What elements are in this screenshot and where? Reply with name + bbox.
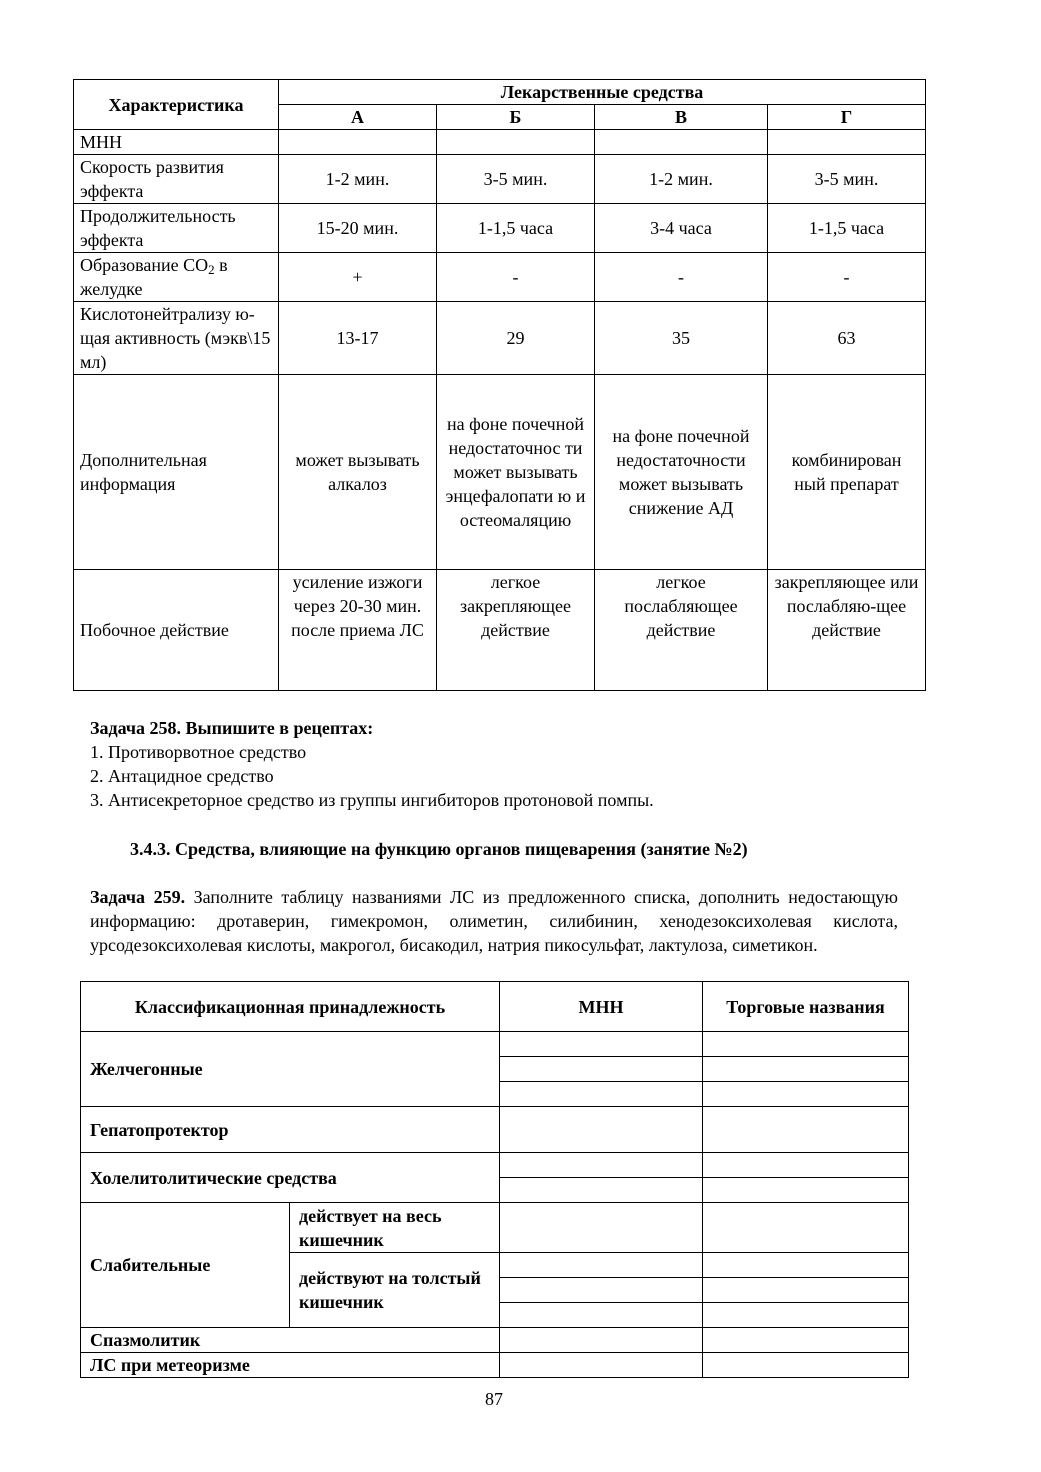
header-trade-names: Торговые названия <box>703 982 909 1032</box>
header-col-b: Б <box>437 105 595 130</box>
row-label: Дополнительная информация <box>74 375 279 570</box>
table-cell: закрепляющее или послабляю-щее действие <box>768 570 926 691</box>
empty-cell[interactable] <box>703 1203 909 1253</box>
row-label: Кислотонейтрализу ю-щая активность (мэкв\15 мл) <box>74 302 279 375</box>
row-label: Продолжительность эффекта <box>74 204 279 253</box>
empty-cell[interactable] <box>703 1082 909 1107</box>
label-part: в желудке <box>80 255 228 299</box>
drugs-comparison-table <box>73 79 926 691</box>
table-cell: может вызывать алкалоз <box>279 375 437 570</box>
row-laxative-colon: действуют на толстый кишечник <box>290 1253 500 1328</box>
table-cell: 3-4 часа <box>595 204 768 253</box>
header-col-v: В <box>595 105 768 130</box>
row-laxatives: Слабительные <box>81 1203 290 1328</box>
task-259-text: Заполните таблицу названиями ЛС из предложенного списка, дополнить недостающую информацию: дротаверин, гимекромон, олиметин, силибинин, хенодезоксихолевая кислота, урсодезоксихолевая кислоты, макрогол, бисакодил, натрия пикосульфат, лактулоза, симетикон. <box>90 887 899 955</box>
table-cell: + <box>279 253 437 302</box>
row-spasmolytic: Спазмолитик <box>81 1328 500 1353</box>
table-row <box>74 570 926 691</box>
table-cell: 35 <box>595 302 768 375</box>
task-258-item: 2. Антацидное средство <box>90 766 274 786</box>
table-cell: 29 <box>437 302 595 375</box>
row-cholelitholytic: Холелитолитические средства <box>81 1153 500 1203</box>
table-row <box>74 375 926 570</box>
table-row <box>74 302 926 375</box>
empty-cell[interactable] <box>703 1107 909 1153</box>
row-label: МНН <box>74 130 279 155</box>
table-cell: - <box>768 253 926 302</box>
table-cell: 1-2 мин. <box>279 155 437 204</box>
empty-cell[interactable] <box>500 1328 703 1353</box>
empty-cell[interactable] <box>500 1178 703 1203</box>
table-cell: - <box>437 253 595 302</box>
table-cell: 3-5 мин. <box>437 155 595 204</box>
table-cell: на фоне почечной недостаточности может вызывать снижение АД <box>595 375 768 570</box>
label-part: Образование СО <box>80 255 209 275</box>
table-cell: легкое послабляющее действие <box>595 570 768 691</box>
table-row <box>74 253 926 302</box>
table-cell <box>768 130 926 155</box>
table-cell: 63 <box>768 302 926 375</box>
header-characteristic: Характеристика <box>74 80 279 130</box>
row-label <box>74 253 279 302</box>
task-259-title: Задача 259. <box>90 887 186 907</box>
empty-cell[interactable] <box>500 1032 703 1057</box>
row-label: Побочное действие <box>74 570 279 691</box>
subscript: 2 <box>208 262 215 277</box>
header-drugs-group: Лекарственные средства <box>279 80 926 105</box>
table-cell: на фоне почечной недостаточнос ти может вызывать энцефалопати ю и остеомаляцию <box>437 375 595 570</box>
task-258-title: Задача 258. Выпишите в рецептах: <box>90 718 374 738</box>
row-hepatoprotector: Гепатопротектор <box>81 1107 500 1153</box>
row-laxative-whole: действует на весь кишечник <box>290 1203 500 1253</box>
empty-cell[interactable] <box>703 1057 909 1082</box>
header-col-a: А <box>279 105 437 130</box>
table-cell: 1-1,5 часа <box>768 204 926 253</box>
table-cell: комбинирован ный препарат <box>768 375 926 570</box>
empty-cell[interactable] <box>500 1203 703 1253</box>
empty-cell[interactable] <box>500 1303 703 1328</box>
table-cell: 1-1,5 часа <box>437 204 595 253</box>
empty-cell[interactable] <box>703 1178 909 1203</box>
empty-cell[interactable] <box>703 1278 909 1303</box>
table-cell: усиление изжоги через 20-30 мин. после приема ЛС <box>279 570 437 691</box>
header-mnn: МНН <box>500 982 703 1032</box>
empty-cell[interactable] <box>500 1253 703 1278</box>
table-row <box>74 155 926 204</box>
empty-cell[interactable] <box>500 1278 703 1303</box>
empty-cell[interactable] <box>500 1353 703 1378</box>
row-label: Скорость развития эффекта <box>74 155 279 204</box>
row-cholagogue: Желчегонные <box>81 1032 500 1107</box>
empty-cell[interactable] <box>703 1253 909 1278</box>
table-cell <box>595 130 768 155</box>
table-cell <box>437 130 595 155</box>
task-258-item: 3. Антисекреторное средство из группы ингибиторов протоновой помпы. <box>90 790 654 810</box>
empty-cell[interactable] <box>703 1328 909 1353</box>
empty-cell[interactable] <box>703 1153 909 1178</box>
task-259 <box>90 885 898 957</box>
empty-cell[interactable] <box>703 1303 909 1328</box>
header-col-g: Г <box>768 105 926 130</box>
table-cell <box>279 130 437 155</box>
table-cell: 15-20 мин. <box>279 204 437 253</box>
task-258 <box>90 716 910 812</box>
empty-cell[interactable] <box>500 1082 703 1107</box>
digestive-drugs-table <box>80 981 909 1378</box>
table-cell: легкое закрепляющее действие <box>437 570 595 691</box>
table-row <box>74 130 926 155</box>
empty-cell[interactable] <box>703 1353 909 1378</box>
section-heading: 3.4.3. Средства, влияющие на функцию органов пищеварения (занятие №2) <box>130 839 748 859</box>
empty-cell[interactable] <box>500 1153 703 1178</box>
task-258-item: 1. Противорвотное средство <box>90 742 307 762</box>
table-cell: - <box>595 253 768 302</box>
empty-cell[interactable] <box>500 1107 703 1153</box>
table-cell: 13-17 <box>279 302 437 375</box>
table-cell: 1-2 мин. <box>595 155 768 204</box>
table-row <box>74 204 926 253</box>
row-meteorism: ЛС при метеоризме <box>81 1353 500 1378</box>
empty-cell[interactable] <box>500 1057 703 1082</box>
header-classification: Классификационная принадлежность <box>81 982 500 1032</box>
table-cell: 3-5 мин. <box>768 155 926 204</box>
page-number: 87 <box>485 1389 503 1409</box>
empty-cell[interactable] <box>703 1032 909 1057</box>
